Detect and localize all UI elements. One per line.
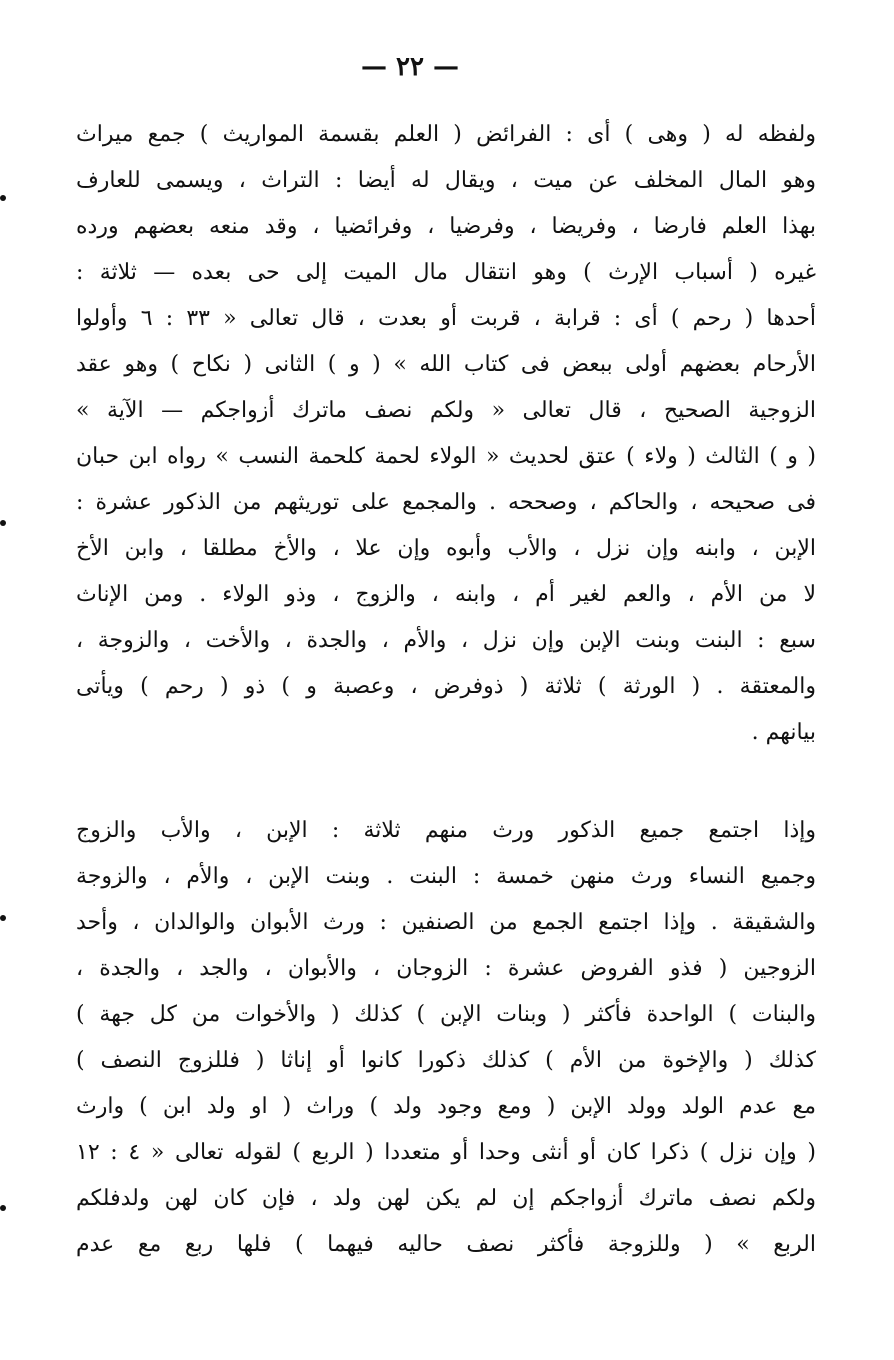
margin-mark — [0, 520, 6, 526]
margin-mark — [0, 195, 6, 201]
text-line: غيره ( أسباب الإرث ) وهو انتقال مال الميت إلى حى بعده — ثلاثة : — [76, 260, 816, 285]
text-line: بيانهم . — [751, 720, 816, 745]
margin-mark — [0, 915, 6, 921]
text-line: ولفظه له ( وهى ) أى : الفرائض ( العلم بقسمة المواريث ) جمع ميراث — [76, 122, 816, 147]
text-line: والمعتقة . ( الورثة ) ثلاثة ( ذوفرض ، وعصبة و ) ذو ( رحم ) ويأتى — [76, 674, 816, 699]
margin-mark — [0, 1205, 6, 1211]
text-line: ( وإن نزل ) ذكرا كان أو أنثى وحدا أو متعددا ( الربع ) لقوله تعالى « ٤ : ١٢ — [76, 1140, 816, 1165]
text-line: سبع : البنت وبنت الإبن وإن نزل ، والأم ، والجدة ، والأخت ، والزوجة ، — [76, 628, 816, 653]
text-line: أحدها ( رحم ) أى : قرابة ، قربت أو بعدت ، قال تعالى « ٣٣ : ٦ وأولوا — [76, 306, 816, 331]
text-line: وهو المال المخلف عن ميت ، ويقال له أيضا : التراث ، ويسمى للعارف — [76, 168, 816, 193]
paragraph-1 — [76, 112, 816, 756]
paragraph-2 — [76, 808, 816, 1268]
text-line: والشقيقة . وإذا اجتمع الجمع من الصنفين : ورث الأبوان والوالدان ، وأحد — [76, 910, 816, 935]
text-line: الأرحام بعضهم أولى ببعض فى كتاب الله » ( و ) الثانى ( نكاح ) وهو عقد — [76, 352, 816, 377]
text-line: وجميع النساء ورث منهن خمسة : البنت . وبنت الإبن ، والأم ، والزوجة — [76, 864, 816, 889]
text-line: بهذا العلم فارضا ، وفريضا ، وفرضيا ، وفرائضيا ، وقد منعه بعضهم ورده — [76, 214, 816, 239]
text-line: مع عدم الولد وولد الإبن ( ومع وجود ولد ) وراث ( او ولد ابن ) وارث — [76, 1094, 816, 1119]
text-line: الزوجين ( فذو الفروض عشرة : الزوجان ، والأبوان ، والجد ، والجدة ، — [76, 956, 816, 981]
text-line: الزوجية الصحيح ، قال تعالى « ولكم نصف ماترك أزواجكم — الآية » — [76, 398, 816, 423]
text-line: وإذا اجتمع جميع الذكور ورث منهم ثلاثة : الإبن ، والأب والزوج — [76, 818, 816, 843]
page-number: — ٢٢ — — [360, 52, 460, 82]
text-line: الربع » ( وللزوجة فأكثر نصف حاليه فيهما ) فلها ربع مع عدم — [76, 1232, 816, 1257]
text-line: كذلك ( والإخوة من الأم ) كذلك ذكورا كانوا أو إناثا ( فللزوج النصف ) — [76, 1048, 816, 1073]
text-line: فى صحيحه ، والحاكم ، وصححه . والمجمع على توريثهم من الذكور عشرة : — [76, 490, 816, 515]
text-line: ( و ) الثالث ( ولاء ) عتق لحديث « الولاء لحمة كلحمة النسب » رواه ابن حبان — [76, 444, 816, 469]
text-line: لا من الأم ، والعم لغير أم ، وابنه ، والزوج ، وذو الولاء . ومن الإناث — [76, 582, 816, 607]
text-line: والبنات ) الواحدة فأكثر ( وبنات الإبن ) كذلك ( والأخوات من كل جهة ) — [76, 1002, 816, 1027]
text-line: الإبن ، وابنه وإن نزل ، والأب وأبوه وإن علا ، والأخ مطلقا ، وابن الأخ — [76, 536, 816, 561]
text-line: ولكم نصف ماترك أزواجكم إن لم يكن لهن ولد ، فإن كان لهن ولدفلكم — [76, 1186, 816, 1211]
